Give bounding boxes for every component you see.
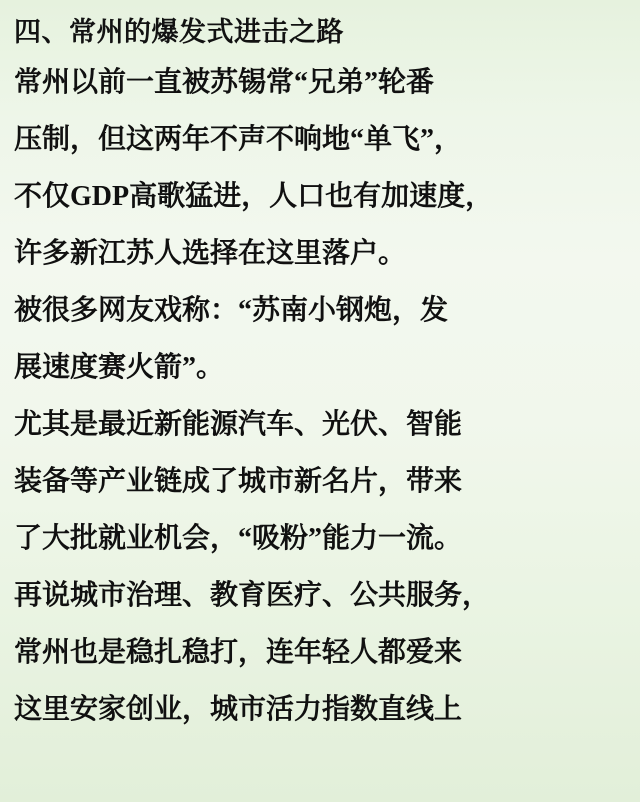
paragraph-line-truncated: 这里安家创业，城市活力指数直线上 — [14, 694, 463, 725]
paragraph-line: 装备等产业链成了城市新名片，带来 — [14, 466, 463, 497]
paragraph-line: 展速度赛火箭”。 — [14, 352, 225, 383]
paragraph-2 — [14, 282, 626, 396]
section-heading: 四、常州的爆发式进击之路 — [14, 17, 344, 47]
paragraph-line: 尤其是最近新能源汽车、光伏、智能 — [14, 409, 463, 440]
paragraph-line: 许多新江苏人选择在这里落户。 — [14, 238, 407, 269]
paragraph-line: 常州以前一直被苏锡常“兄弟”轮番 — [14, 67, 435, 98]
paragraph-line: 了大批就业机会，“吸粉”能力一流。 — [14, 523, 463, 554]
article-body — [14, 10, 626, 738]
paragraph-line: 不仅GDP高歌猛进，人口也有加速度， — [14, 181, 494, 212]
paragraph-4 — [14, 567, 626, 738]
paragraph-line: 常州也是稳扎稳打，连年轻人都爱来 — [14, 637, 463, 668]
paragraph-line: 压制，但这两年不声不响地“单飞”， — [14, 124, 463, 155]
paragraph-1 — [14, 54, 626, 282]
paragraph-3 — [14, 396, 626, 567]
paragraph-line: 再说城市治理、教育医疗、公共服务， — [14, 580, 491, 611]
paragraph-line: 被很多网友戏称：“苏南小钢炮，发 — [14, 295, 449, 326]
